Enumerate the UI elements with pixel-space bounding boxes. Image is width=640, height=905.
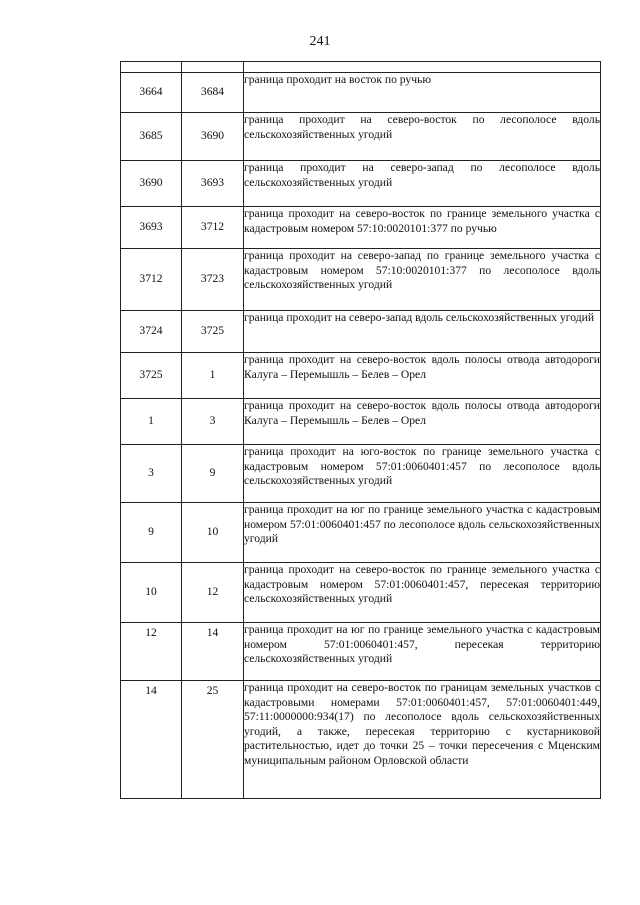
table-row: [121, 207, 601, 249]
description-cell: граница проходит на северо-запад вдоль сельскохозяйственных угодий: [244, 311, 601, 353]
from-point-cell: 10: [121, 563, 182, 623]
to-point-cell: 3684: [182, 73, 244, 113]
to-point-cell: 3712: [182, 207, 244, 249]
to-point-cell: 3690: [182, 113, 244, 161]
table-row: [121, 563, 601, 623]
description-cell: граница проходит на юг по границе земельного участка с кадастровым номером 57:01:0060401:457, пересекая территорию сельскохозяйственных угодий: [244, 623, 601, 681]
to-point-cell: 14: [182, 623, 244, 681]
from-point-cell: 9: [121, 503, 182, 563]
table-row: [121, 503, 601, 563]
description-cell: граница проходит на северо-запад по лесополосе вдоль сельскохозяйственных угодий: [244, 161, 601, 207]
from-point-cell: 3690: [121, 161, 182, 207]
description-cell: граница проходит на юг по границе земельного участка с кадастровым номером 57:01:0060401:457 по лесополосе вдоль сельскохозяйственных угодий: [244, 503, 601, 563]
description-cell: граница проходит на северо-запад по границе земельного участка с кадастровым номером 57:10:0020101:377 по лесополосе вдоль сельскохозяйственных угодий: [244, 249, 601, 311]
description-cell: граница проходит на северо-восток по границе земельного участка с кадастровым номером 57:10:0020101:377 по ручью: [244, 207, 601, 249]
table-row: [121, 161, 601, 207]
table-row: [121, 311, 601, 353]
description-cell: граница проходит на северо-восток по лесополосе вдоль сельскохозяйственных угодий: [244, 113, 601, 161]
to-point-cell: 3725: [182, 311, 244, 353]
to-point-cell: 1: [182, 353, 244, 399]
from-point-cell: 3685: [121, 113, 182, 161]
page-number: 241: [309, 34, 331, 49]
from-point-cell: 1: [121, 399, 182, 445]
from-point-cell: 3664: [121, 73, 182, 113]
to-point-cell: 25: [182, 681, 244, 799]
from-point-cell: 3693: [121, 207, 182, 249]
from-point-cell: 12: [121, 623, 182, 681]
from-point-cell: 3725: [121, 353, 182, 399]
table-row: [121, 73, 601, 113]
table-row: [121, 623, 601, 681]
to-point-cell: 3: [182, 399, 244, 445]
table-row: [121, 353, 601, 399]
from-point-cell: 3712: [121, 249, 182, 311]
from-point-cell: 14: [121, 681, 182, 799]
from-point-cell: 3: [121, 445, 182, 503]
description-cell: граница проходит на северо-восток по границе земельного участка с кадастровым номером 57:01:0060401:457, пересекая территорию сельскохозяйственных угодий: [244, 563, 601, 623]
to-point-cell: 9: [182, 445, 244, 503]
description-cell: граница проходит на северо-восток вдоль полосы отвода автодороги Калуга – Перемышль – Белев – Орел: [244, 399, 601, 445]
to-point-cell: 3723: [182, 249, 244, 311]
table-row: [121, 681, 601, 799]
boundary-table: [120, 61, 601, 799]
description-cell: граница проходит на северо-восток вдоль полосы отвода автодороги Калуга – Перемышль – Белев – Орел: [244, 353, 601, 399]
from-point-cell: 3724: [121, 311, 182, 353]
description-cell: граница проходит на северо-восток по границам земельных участков с кадастровыми номерами 57:01:0060401:457, 57:01:0060401:449, 57:11:0000000:934(17) по лесополосе вдоль сельскохозяйственных угодий, а также, пересекая территорию с кустарниковой растительностью, идет до точки 25 – точки пересечения с Мценским муниципальным районом Орловской области: [244, 681, 601, 799]
to-point-cell: 12: [182, 563, 244, 623]
description-cell: граница проходит на юго-восток по границе земельного участка с кадастровым номером 57:01:0060401:457 по лесополосе вдоль сельскохозяйственных угодий: [244, 445, 601, 503]
description-cell: граница проходит на восток по ручью: [244, 73, 601, 113]
table-row: [121, 249, 601, 311]
table-row: [121, 445, 601, 503]
table-row: [121, 399, 601, 445]
to-point-cell: 3693: [182, 161, 244, 207]
to-point-cell: 10: [182, 503, 244, 563]
table-header-spacer-row: [121, 62, 601, 73]
table-row: [121, 113, 601, 161]
